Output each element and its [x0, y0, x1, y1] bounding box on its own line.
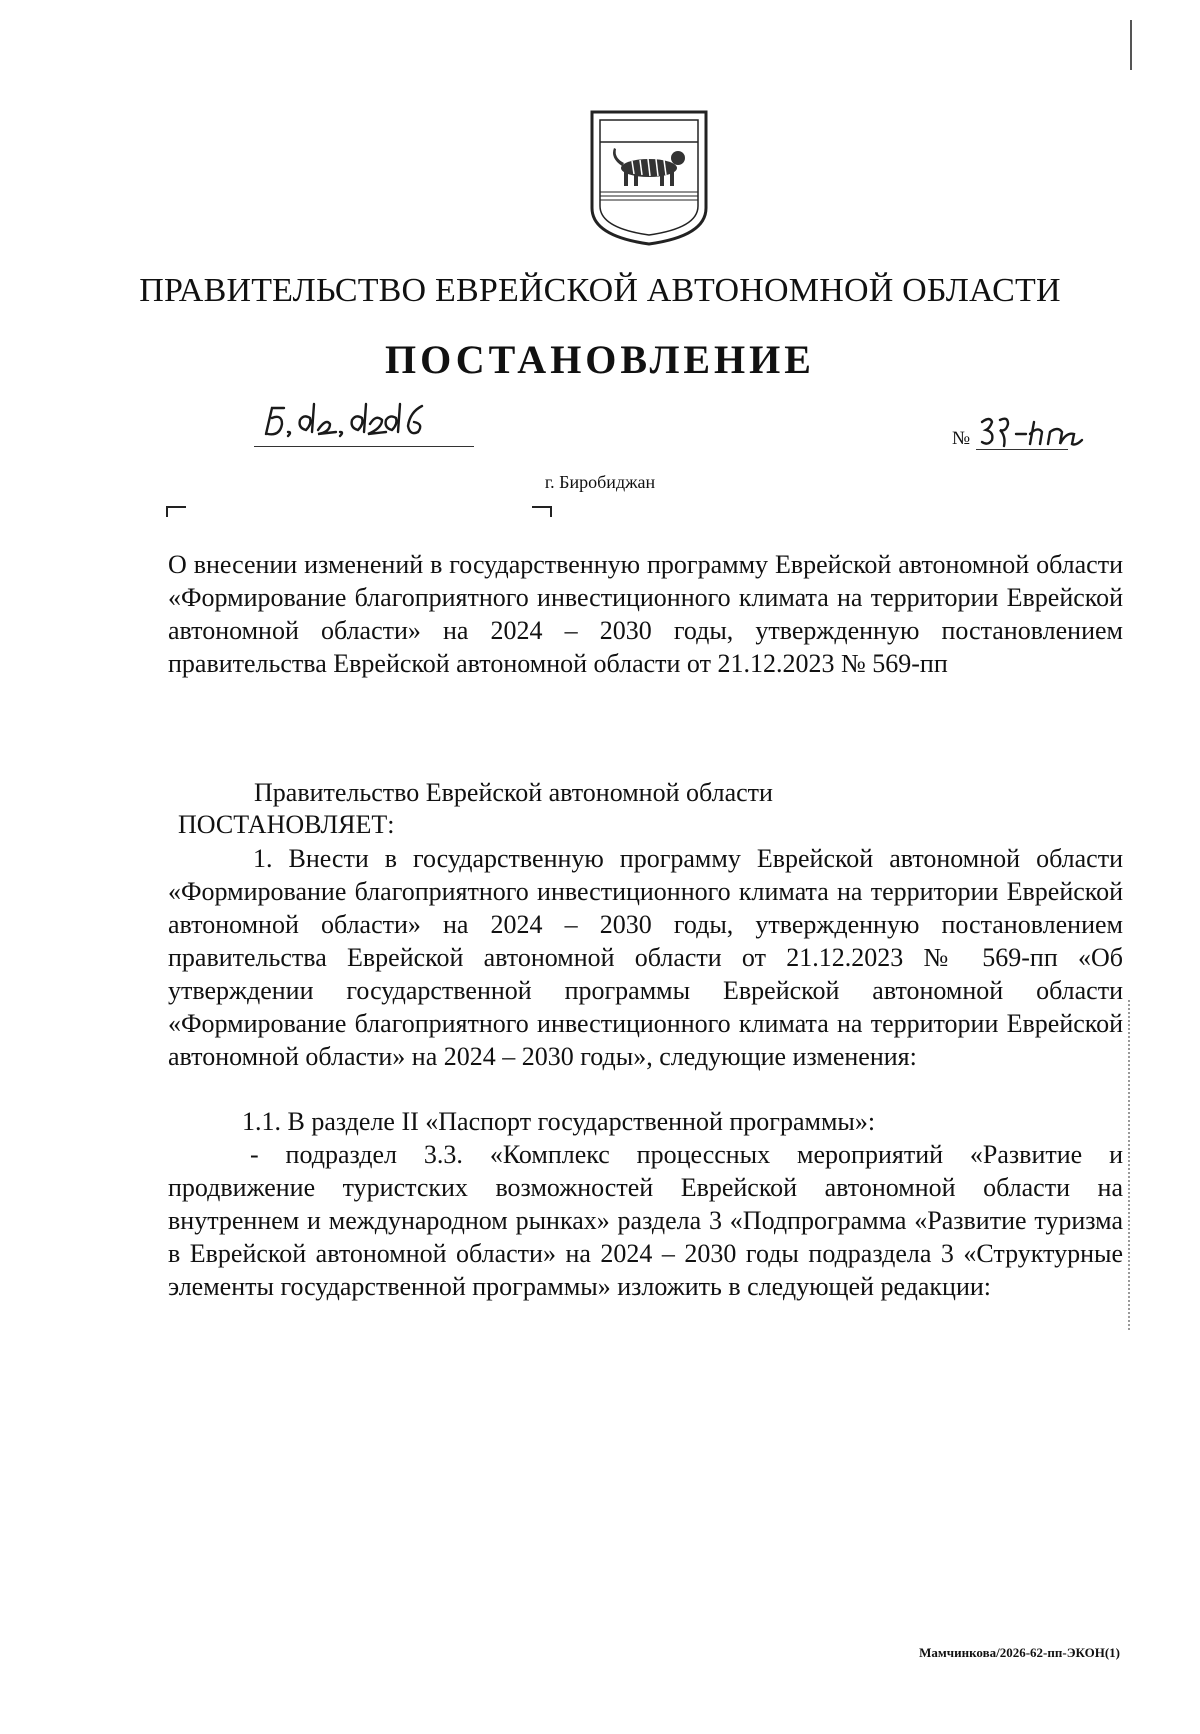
item-1: 1. Внести в государственную программу Еврейской автономной области «Формирование благоприятного инвестиционного климата на территории Еврейской автономной области» на 2024 – 2030 годы, утвержденную постановлением правительства Еврейской автономной области от 21.12.2023 № 569-пп «Об утверждении государственной программы Еврейской автономной области «Формирование благоприятного инвестиционного климата на территории Еврейской автономной области» на 2024 – 2030 годы», следующие изменения:	[168, 844, 1123, 1071]
number-underline	[976, 449, 1068, 450]
government-title: ПРАВИТЕЛЬСТВО ЕВРЕЙСКОЙ АВТОНОМНОЙ ОБЛАСТИ	[139, 272, 1061, 309]
handwritten-date	[258, 392, 468, 444]
coat-of-arms-icon	[588, 108, 710, 246]
document-type-title: ПОСТАНОВЛЕНИЕ	[385, 337, 815, 382]
city-label: г. Биробиджан	[544, 472, 656, 492]
handwritten-number	[978, 412, 1088, 452]
number-label: №	[952, 428, 971, 449]
scan-edge-dots	[1128, 1000, 1132, 1330]
date-underline	[254, 446, 474, 447]
item-1-1-dash: - подраздел 3.3. «Комплекс процессных мероприятий «Развитие и продвижение туристских возможностей Еврейской автономной области на внутреннем и международном рынках» раздела 3 «Подпрограмма «Развитие туризма в Еврейской автономной области» на 2024 – 2030 годы подраздела 3 «Структурные элементы государственной программы» изложить в следующей редакции:	[168, 1140, 1123, 1301]
subject-bracket-right	[532, 506, 552, 517]
footer-reference: Мамчинкова/2026-62-пп-ЭКОН(1)	[919, 1645, 1120, 1660]
scan-edge-mark	[1130, 20, 1132, 70]
preamble: Правительство Еврейской автономной области	[254, 778, 773, 807]
decree-word: ПОСТАНОВЛЯЕТ:	[178, 810, 395, 839]
document-subject: О внесении изменений в государственную программу Еврейской автономной области «Формирование благоприятного инвестиционного климата на территории Еврейской автономной области» на 2024 – 2030 годы, утвержденную постановлением правительства Еврейской автономной области от 21.12.2023 № 569-пп	[168, 550, 1123, 678]
subject-bracket-left	[166, 506, 186, 517]
item-1-1: 1.1. В разделе II «Паспорт государственной программы»:	[242, 1107, 876, 1136]
